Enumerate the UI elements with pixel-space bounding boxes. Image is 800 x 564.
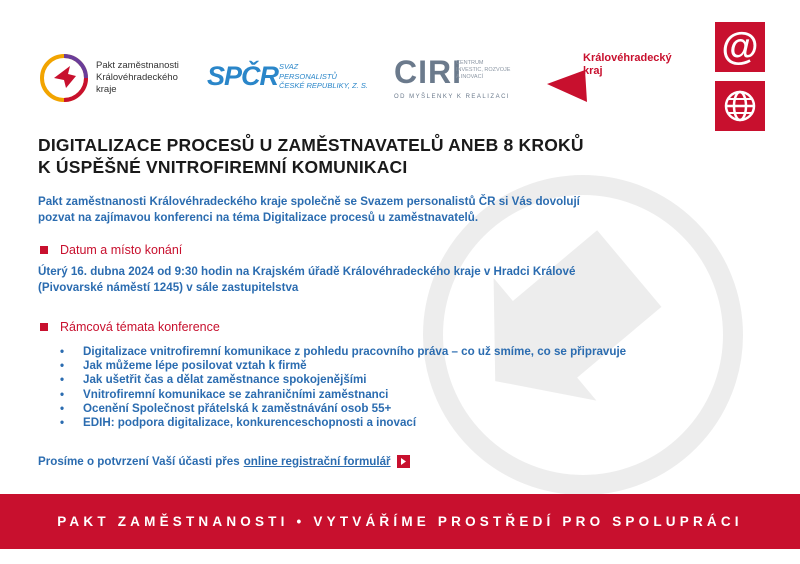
ciri-logo-big: CIRI [394, 54, 462, 90]
list-item: • Digitalizace vnitrofiremní komunikace z pohledu pracovního práva – co už smíme, co se připravuje [58, 345, 698, 359]
list-item: • EDIH: podpora digitalizace, konkurenceschopnosti a inovací [58, 416, 698, 430]
topics-list [58, 345, 698, 430]
spcr-logo-big: SPČR [207, 61, 279, 91]
intro-paragraph [38, 194, 658, 225]
at-icon[interactable]: @ [715, 22, 765, 72]
registration-cta [38, 455, 410, 468]
arrow-right-icon[interactable] [397, 455, 410, 468]
topics-heading-text: Rámcová témata konference [60, 320, 220, 334]
ciri-logo-line-2: INVESTIC, ROZVOJE [456, 67, 511, 73]
kraj-logo [545, 48, 695, 108]
pakt-logo-line-1: Pakt zaměstnanosti [96, 60, 179, 71]
date-line-1: Úterý 16. dubna 2024 od 9:30 hodin na Krajském úřadě Královéhradeckého kraje v Hradci Králové [38, 265, 576, 278]
ciri-logo-line-3: A INOVACÍ [456, 74, 484, 80]
ciri-logo [390, 54, 530, 104]
footer-banner [0, 494, 800, 549]
list-item: • Jak ušetřit čas a dělat zaměstnance spokojenějšími [58, 373, 698, 387]
date-details [38, 264, 678, 295]
list-item: • Jak můžeme lépe posilovat vztah k firmě [58, 359, 698, 373]
title-line-2: K ÚSPĚŠNÉ VNITROFIREMNÍ KOMUNIKACI [38, 157, 408, 177]
registration-form-link[interactable]: online registrační formulář [243, 455, 391, 468]
intro-line-2: pozvat na zajímavou konferenci na téma Digitalizace procesů u zaměstnavatelů. [38, 210, 479, 224]
globe-icon[interactable] [715, 81, 765, 131]
date-section-heading [40, 243, 182, 257]
kraj-logo-line-2: kraj [583, 65, 603, 77]
ciri-logo-tagline: OD MYŠLENKY K REALIZACI [394, 94, 511, 100]
spcr-logo-line-2: PERSONALISTŮ [279, 71, 337, 81]
date-line-2: (Pivovarské náměstí 1245) v sále zastupitelstva [38, 280, 299, 294]
ciri-logo-line-1: CENTRUM [456, 60, 484, 66]
bullet-square-icon [40, 246, 48, 254]
cta-text: Prosíme o potvrzení Vaší účasti přes [38, 455, 240, 468]
spcr-logo-line-3: ČESKÉ REPUBLIKY, Z. S. [279, 81, 368, 90]
topics-section-heading [40, 320, 220, 334]
list-item: • Ocenění Společnost přátelská k zaměstnávání osob 55+ [58, 402, 698, 416]
pakt-logo-line-2: Královéhradeckého [96, 72, 178, 83]
date-heading-text: Datum a místo konání [60, 243, 183, 257]
page-title [38, 134, 698, 178]
list-item: • Vnitrofiremní komunikace se zahraničními zaměstnanci [58, 388, 698, 402]
footer-text: PAKT ZAMĚSTNANOSTI • VYTVÁŘÍME PROSTŘEDÍ PRO SPOLUPRÁCI [57, 514, 743, 529]
bullet-square-icon [40, 323, 48, 331]
title-line-1: DIGITALIZACE PROCESŮ U ZAMĚSTNAVATELŮ ANEB 8 KROKŮ [38, 135, 584, 155]
pakt-emblem-icon [38, 52, 90, 104]
spcr-logo-line-1: SVAZ [279, 62, 299, 71]
kraj-logo-line-1: Královéhradecký [583, 52, 672, 64]
spcr-logo [205, 58, 375, 98]
pakt-logo [38, 52, 198, 104]
intro-line-1: Pakt zaměstnanosti Královéhradeckého kraje společně se Svazem personalistů ČR si Vás dovolují [38, 195, 580, 208]
pakt-logo-line-3: kraje [96, 84, 117, 95]
